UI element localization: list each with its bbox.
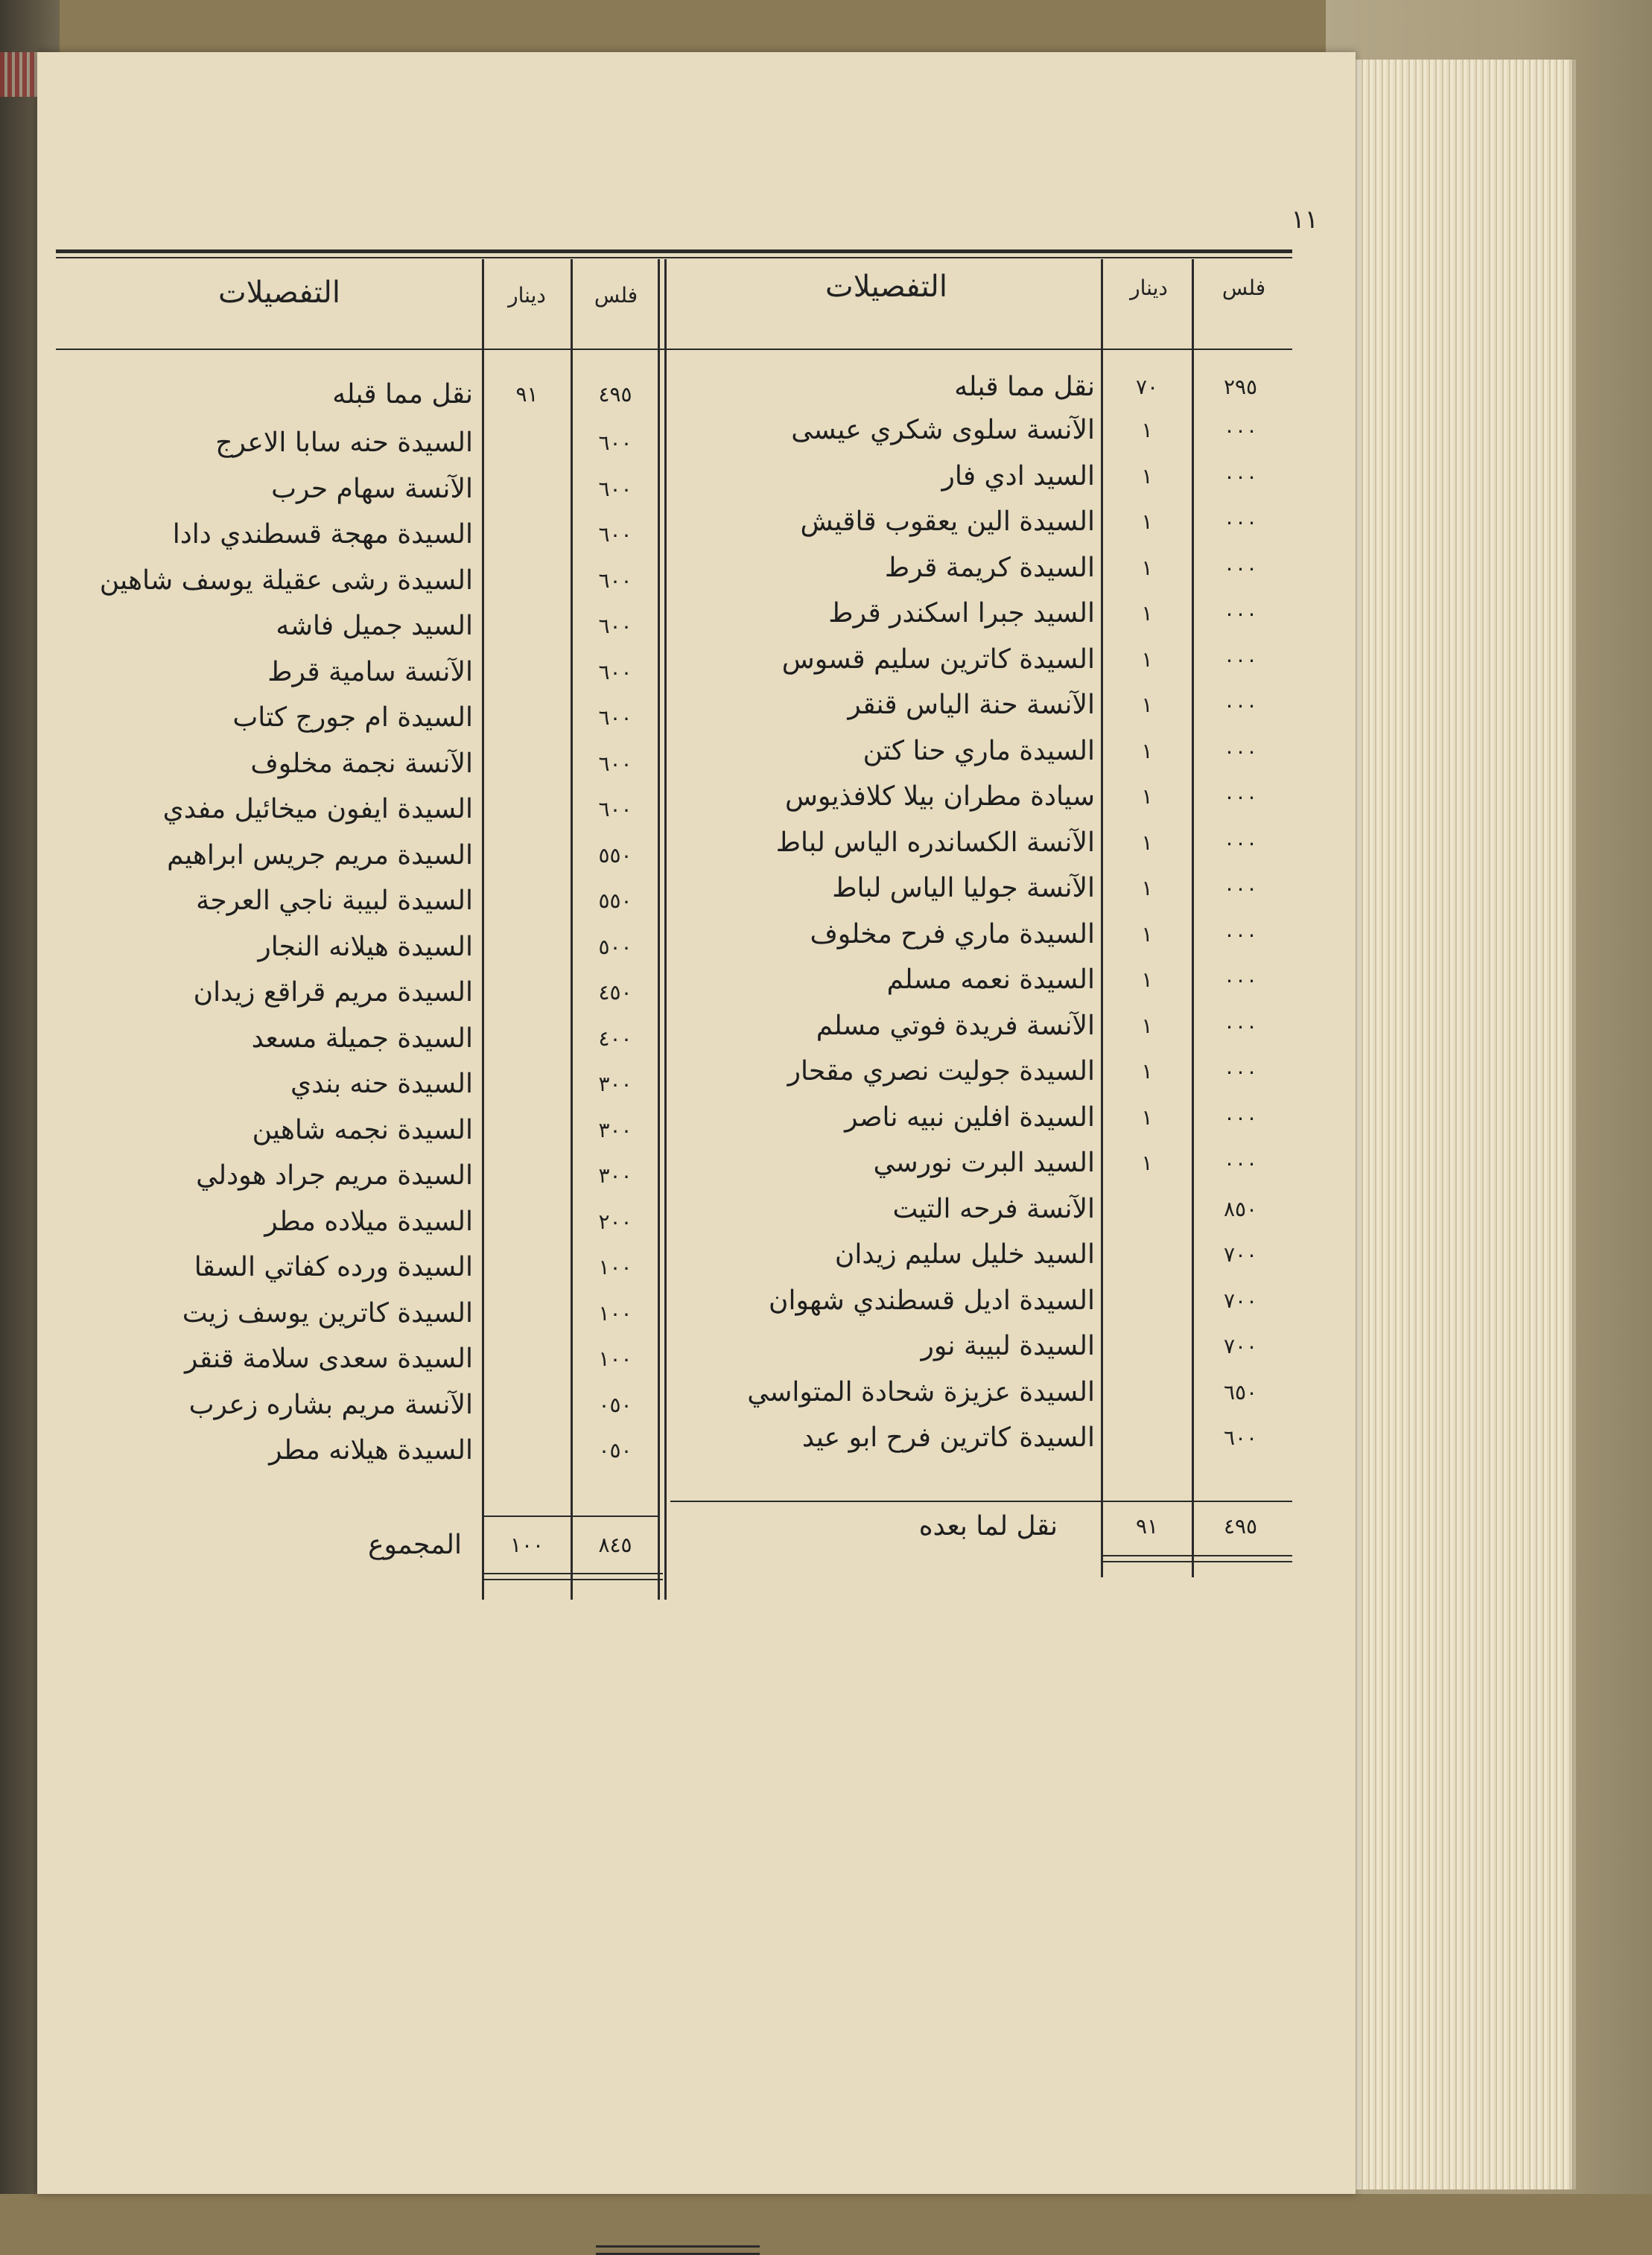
middle-divider-b: [664, 259, 667, 1600]
right-bottom-rule-b: [1102, 1561, 1292, 1562]
left-bottom-rule-a: [484, 1573, 663, 1574]
left-subtotal-rule: [484, 1515, 659, 1517]
left-fils-cell: ٥٥٠: [598, 842, 632, 868]
left-dinar-cell: [484, 559, 570, 603]
right-dinar-cell: ١: [1141, 509, 1153, 534]
left-fils-cell: ٠٥٠: [598, 1438, 632, 1463]
right-fils-cell: ٧٠٠: [1223, 1334, 1258, 1358]
right-fils-cell: ٠٠٠: [1223, 921, 1258, 947]
right-fils-cell: ٠٠٠: [1223, 1104, 1258, 1130]
left-name-cell: السيدة مريم قراقع زيدان: [193, 977, 473, 1008]
right-details-header: التفصيلات: [825, 270, 947, 304]
left-fils-cell: ٠٥٠: [598, 1392, 632, 1417]
left-name-cell: السيدة رشى عقيلة يوسف شاهين: [99, 564, 473, 596]
right-dinar-cell: ١: [1141, 830, 1153, 855]
right-name-cell: السيدة عزيزة شحادة المتواسي: [747, 1376, 1095, 1408]
left-fils-cell: ١٠٠: [598, 1346, 632, 1371]
left-fils-cell: ٥٥٠: [598, 888, 632, 913]
right-name-cell: الآنسة الكساندره الياس لباط: [775, 827, 1095, 858]
left-name-cell: السيدة مريم جريس ابراهيم: [167, 839, 473, 871]
left-fils-cell: ١٠٠: [598, 1300, 632, 1326]
left-fils-column: [574, 421, 657, 1493]
right-dinar-column: [1102, 408, 1192, 1480]
right-fils-cell: ٠٠٠: [1223, 463, 1258, 489]
left-fils-dinar-divider: [571, 259, 573, 1600]
left-fils-cell: ٦٠٠: [598, 751, 632, 776]
right-bottom-rule-a: [1102, 1555, 1292, 1556]
left-name-cell: السيدة جميلة مسعد: [251, 1022, 473, 1054]
right-name-cell: السيدة جوليت نصري مقحار: [787, 1056, 1095, 1087]
left-dinar-cell: [484, 1428, 570, 1473]
middle-divider-a: [658, 259, 660, 1600]
left-fils-cell: ٦٠٠: [598, 430, 632, 455]
header-rule: [56, 349, 1292, 350]
right-dinar-cell: ١: [1141, 921, 1153, 947]
right-fils-cell: ٠٠٠: [1223, 509, 1258, 534]
right-fils-cell: ٠٠٠: [1223, 876, 1258, 900]
left-fils-cell: ٦٠٠: [598, 705, 632, 730]
right-fils-cell: ٠٠٠: [1223, 830, 1258, 855]
left-name-cell: الآنسة سامية قرط: [267, 656, 473, 687]
left-fils-cell: ٤٥٠: [598, 980, 632, 1005]
right-name-cell: الآنسة فرحه التيت: [892, 1193, 1095, 1224]
left-fils-cell: ١٠٠: [598, 1255, 632, 1279]
right-fils-cell: ٦٥٠: [1223, 1379, 1258, 1405]
left-fils-cell: ٥٠٠: [598, 934, 632, 959]
left-name-cell: الآنسة مريم بشاره زعرب: [188, 1389, 473, 1420]
ledger-page: [37, 52, 1356, 2194]
right-fils-cell: ٠٠٠: [1223, 967, 1258, 992]
right-dinar-cell: ١: [1141, 1104, 1153, 1130]
left-name-cell: السيدة سعدى سلامة قنقر: [184, 1343, 473, 1374]
right-dinar-cell: ١: [1141, 601, 1153, 626]
left-dinar-cell: [484, 1154, 570, 1198]
right-name-cell: السيدة كريمة قرط: [884, 552, 1095, 583]
left-name-cell: السيدة حنه بندي: [290, 1069, 473, 1099]
right-dinar-cell: [1102, 1324, 1192, 1369]
right-dinar-cell: ١: [1141, 1059, 1153, 1084]
right-name-cell: السيد ادي فار: [941, 460, 1095, 492]
right-name-cell: السيدة لبيبة نور: [921, 1331, 1095, 1361]
left-dinar-cell: [484, 421, 570, 465]
left-name-cell: السيدة مهجة قسطندي دادا: [172, 519, 473, 550]
left-details-header: التفصيلات: [218, 276, 340, 310]
right-fils-cell: ٠٠٠: [1223, 1151, 1258, 1175]
end-ornament-rule-a: [596, 2245, 760, 2248]
left-fils-cell: ٣٠٠: [598, 1072, 632, 1096]
left-dinar-cell: [484, 1108, 570, 1153]
right-name-cell: السيد خليل سليم زيدان: [834, 1239, 1095, 1270]
right-dinar-cell: ١: [1141, 738, 1153, 763]
left-total-dinar: ١٠٠: [509, 1533, 544, 1557]
left-names-column: [82, 421, 473, 1493]
right-carried-forward-fils: ٤٩٥: [1223, 1514, 1258, 1539]
right-names-column: [685, 408, 1095, 1480]
left-fils-cell: ٤٠٠: [598, 1025, 632, 1051]
left-total-label: المجموع: [368, 1530, 462, 1560]
right-fils-cell: ٠٠٠: [1223, 418, 1258, 442]
right-carried-forward-label: نقل لما بعده: [918, 1511, 1058, 1542]
page-edges: [1326, 60, 1576, 2189]
right-dinar-cell: ١: [1141, 1151, 1153, 1175]
right-fils-cell: ٠٠٠: [1223, 693, 1258, 717]
right-name-cell: الآنسة حنة الياس قنقر: [848, 690, 1095, 720]
right-dinar-cell: [1102, 1233, 1192, 1277]
left-dinar-cell: [484, 1383, 570, 1428]
left-dinar-cell: [484, 970, 570, 1015]
left-dinar-cell: [484, 512, 570, 557]
top-rule: [56, 249, 1292, 253]
left-name-cell: السيدة نجمه شاهين: [252, 1114, 473, 1145]
right-dinar-cell: ١: [1141, 1013, 1153, 1038]
right-dinar-header: دينار: [1130, 276, 1168, 300]
left-fils-header: فلس: [594, 283, 638, 308]
right-dinar-cell: ١: [1141, 693, 1153, 717]
left-total-fils: ٨٤٥: [598, 1533, 632, 1557]
right-name-cell: سيادة مطران بيلا كلافذيوس: [785, 781, 1095, 812]
right-brought-forward-dinar: ٧٠: [1135, 375, 1159, 399]
left-fils-cell: ٦٠٠: [598, 614, 632, 638]
right-dinar-cell: ١: [1141, 418, 1153, 442]
right-fils-column: [1194, 408, 1287, 1480]
left-name-cell: السيد جميل فاشه: [276, 611, 473, 641]
right-name-cell: السيدة ماري حنا كتن: [862, 735, 1095, 766]
right-fils-cell: ٠٠٠: [1223, 1013, 1258, 1038]
right-brought-forward-label: نقل مما قبله: [954, 372, 1095, 402]
left-name-cell: السيدة كاترين يوسف زيت: [182, 1297, 473, 1329]
left-dinar-header: دينار: [508, 283, 546, 308]
right-dinar-cell: ١: [1141, 555, 1153, 580]
right-name-cell: السيد البرت نورسي: [873, 1148, 1095, 1178]
right-brought-forward-fils: ٢٩٥: [1223, 375, 1258, 399]
left-fils-cell: ٣٠٠: [598, 1117, 632, 1142]
right-dinar-cell: ١: [1141, 967, 1153, 992]
right-dinar-cell: ١: [1141, 876, 1153, 900]
right-dinar-cell: ١: [1141, 784, 1153, 809]
right-name-cell: السيد جبرا اسكندر قرط: [828, 598, 1095, 629]
right-dinar-cell: ١: [1141, 463, 1153, 489]
left-name-cell: السيدة ام جورج كتاب: [232, 702, 473, 733]
right-dinar-cell: [1102, 1279, 1192, 1323]
left-dinar-cell: [484, 742, 570, 786]
left-bottom-rule-b: [484, 1579, 663, 1580]
right-subtotal-rule: [670, 1501, 1292, 1502]
right-fils-cell: ٠٠٠: [1223, 555, 1258, 580]
left-dinar-cell: [484, 467, 570, 512]
right-fils-cell: ٠٠٠: [1223, 646, 1258, 672]
right-fils-cell: ٠٠٠: [1223, 601, 1258, 626]
right-dinar-cell: [1102, 1370, 1192, 1415]
left-fils-cell: ٦٠٠: [598, 476, 632, 501]
right-dinar-cell: [1102, 1416, 1192, 1460]
right-name-cell: السيدة افلين نبيه ناصر: [845, 1101, 1095, 1133]
left-dinar-cell: [484, 1245, 570, 1290]
left-fils-cell: ٦٠٠: [598, 797, 632, 821]
right-fils-cell: ٨٥٠: [1223, 1196, 1258, 1221]
left-dinar-cell: [484, 833, 570, 878]
right-fils-cell: ٠٠٠: [1223, 1059, 1258, 1084]
left-dinar-cell: [484, 879, 570, 923]
left-name-cell: السيدة ورده كفاتي السقا: [194, 1252, 473, 1282]
left-name-cell: السيدة لبيبة ناجي العرجة: [196, 885, 473, 916]
left-brought-forward-fils: ٤٩٥: [598, 382, 632, 407]
left-dinar-cell: [484, 650, 570, 695]
right-fils-cell: ٠٠٠: [1223, 784, 1258, 809]
left-name-cell: السيدة هيلانه مطر: [269, 1435, 473, 1466]
left-name-cell: السيدة مريم جراد هودلي: [196, 1160, 473, 1191]
left-dinar-cell: [484, 696, 570, 740]
right-fils-header: فلس: [1221, 276, 1266, 300]
right-name-cell: السيدة ماري فرح مخلوف: [810, 918, 1095, 950]
left-dinar-cell: [484, 1200, 570, 1244]
left-name-cell: الآنسة سهام حرب: [271, 473, 473, 504]
right-dinar-cell: [1102, 1187, 1192, 1232]
right-name-cell: السيدة كاترين سليم قسوس: [781, 643, 1095, 675]
left-dinar-cell: [484, 925, 570, 970]
left-dinar-cell: [484, 1337, 570, 1381]
left-name-cell: السيدة ميلاده مطر: [264, 1206, 473, 1237]
left-dinar-cell: [484, 787, 570, 832]
right-name-cell: السيدة نعمه مسلم: [886, 964, 1095, 995]
left-name-cell: السيدة حنه سابا الاعرج: [215, 427, 473, 458]
left-brought-forward-dinar: ٩١: [515, 382, 539, 407]
left-name-cell: السيدة ايفون ميخائيل مفدي: [162, 794, 473, 824]
left-fils-cell: ٦٠٠: [598, 522, 632, 547]
right-fils-cell: ٦٠٠: [1223, 1425, 1258, 1450]
right-fils-cell: ٧٠٠: [1223, 1242, 1258, 1267]
left-fils-cell: ٣٠٠: [598, 1163, 632, 1188]
top-rule-thin: [56, 257, 1292, 258]
right-name-cell: الآنسة فريدة فوتي مسلم: [816, 1010, 1095, 1041]
left-dinar-cell: [484, 1062, 570, 1107]
left-dinar-cell: [484, 604, 570, 649]
right-name-cell: الآنسة جوليا الياس لباط: [832, 873, 1095, 903]
right-name-cell: السيدة اديل قسطندي شهوان: [769, 1285, 1095, 1316]
left-brought-forward-label: نقل مما قبله: [332, 379, 473, 410]
left-fils-cell: ٢٠٠: [598, 1209, 632, 1234]
page-number: ١١: [1291, 205, 1318, 235]
left-name-cell: الآنسة نجمة مخلوف: [250, 748, 473, 779]
right-dinar-cell: ١: [1141, 646, 1153, 672]
right-fils-cell: ٧٠٠: [1223, 1288, 1258, 1313]
left-name-cell: السيدة هيلانه النجار: [258, 931, 473, 962]
right-carried-forward-dinar: ٩١: [1135, 1514, 1159, 1539]
right-fils-cell: ٠٠٠: [1223, 738, 1258, 763]
left-dinar-column: [484, 421, 570, 1493]
right-name-cell: السيدة كاترين فرح ابو عيد: [801, 1422, 1095, 1453]
right-name-cell: الآنسة سلوى شكري عيسى: [791, 415, 1095, 445]
left-fils-cell: ٦٠٠: [598, 659, 632, 684]
left-fils-cell: ٦٠٠: [598, 567, 632, 593]
left-dinar-cell: [484, 1017, 570, 1061]
left-dinar-cell: [484, 1291, 570, 1336]
right-name-cell: السيدة الين يعقوب قاقيش: [800, 506, 1095, 537]
